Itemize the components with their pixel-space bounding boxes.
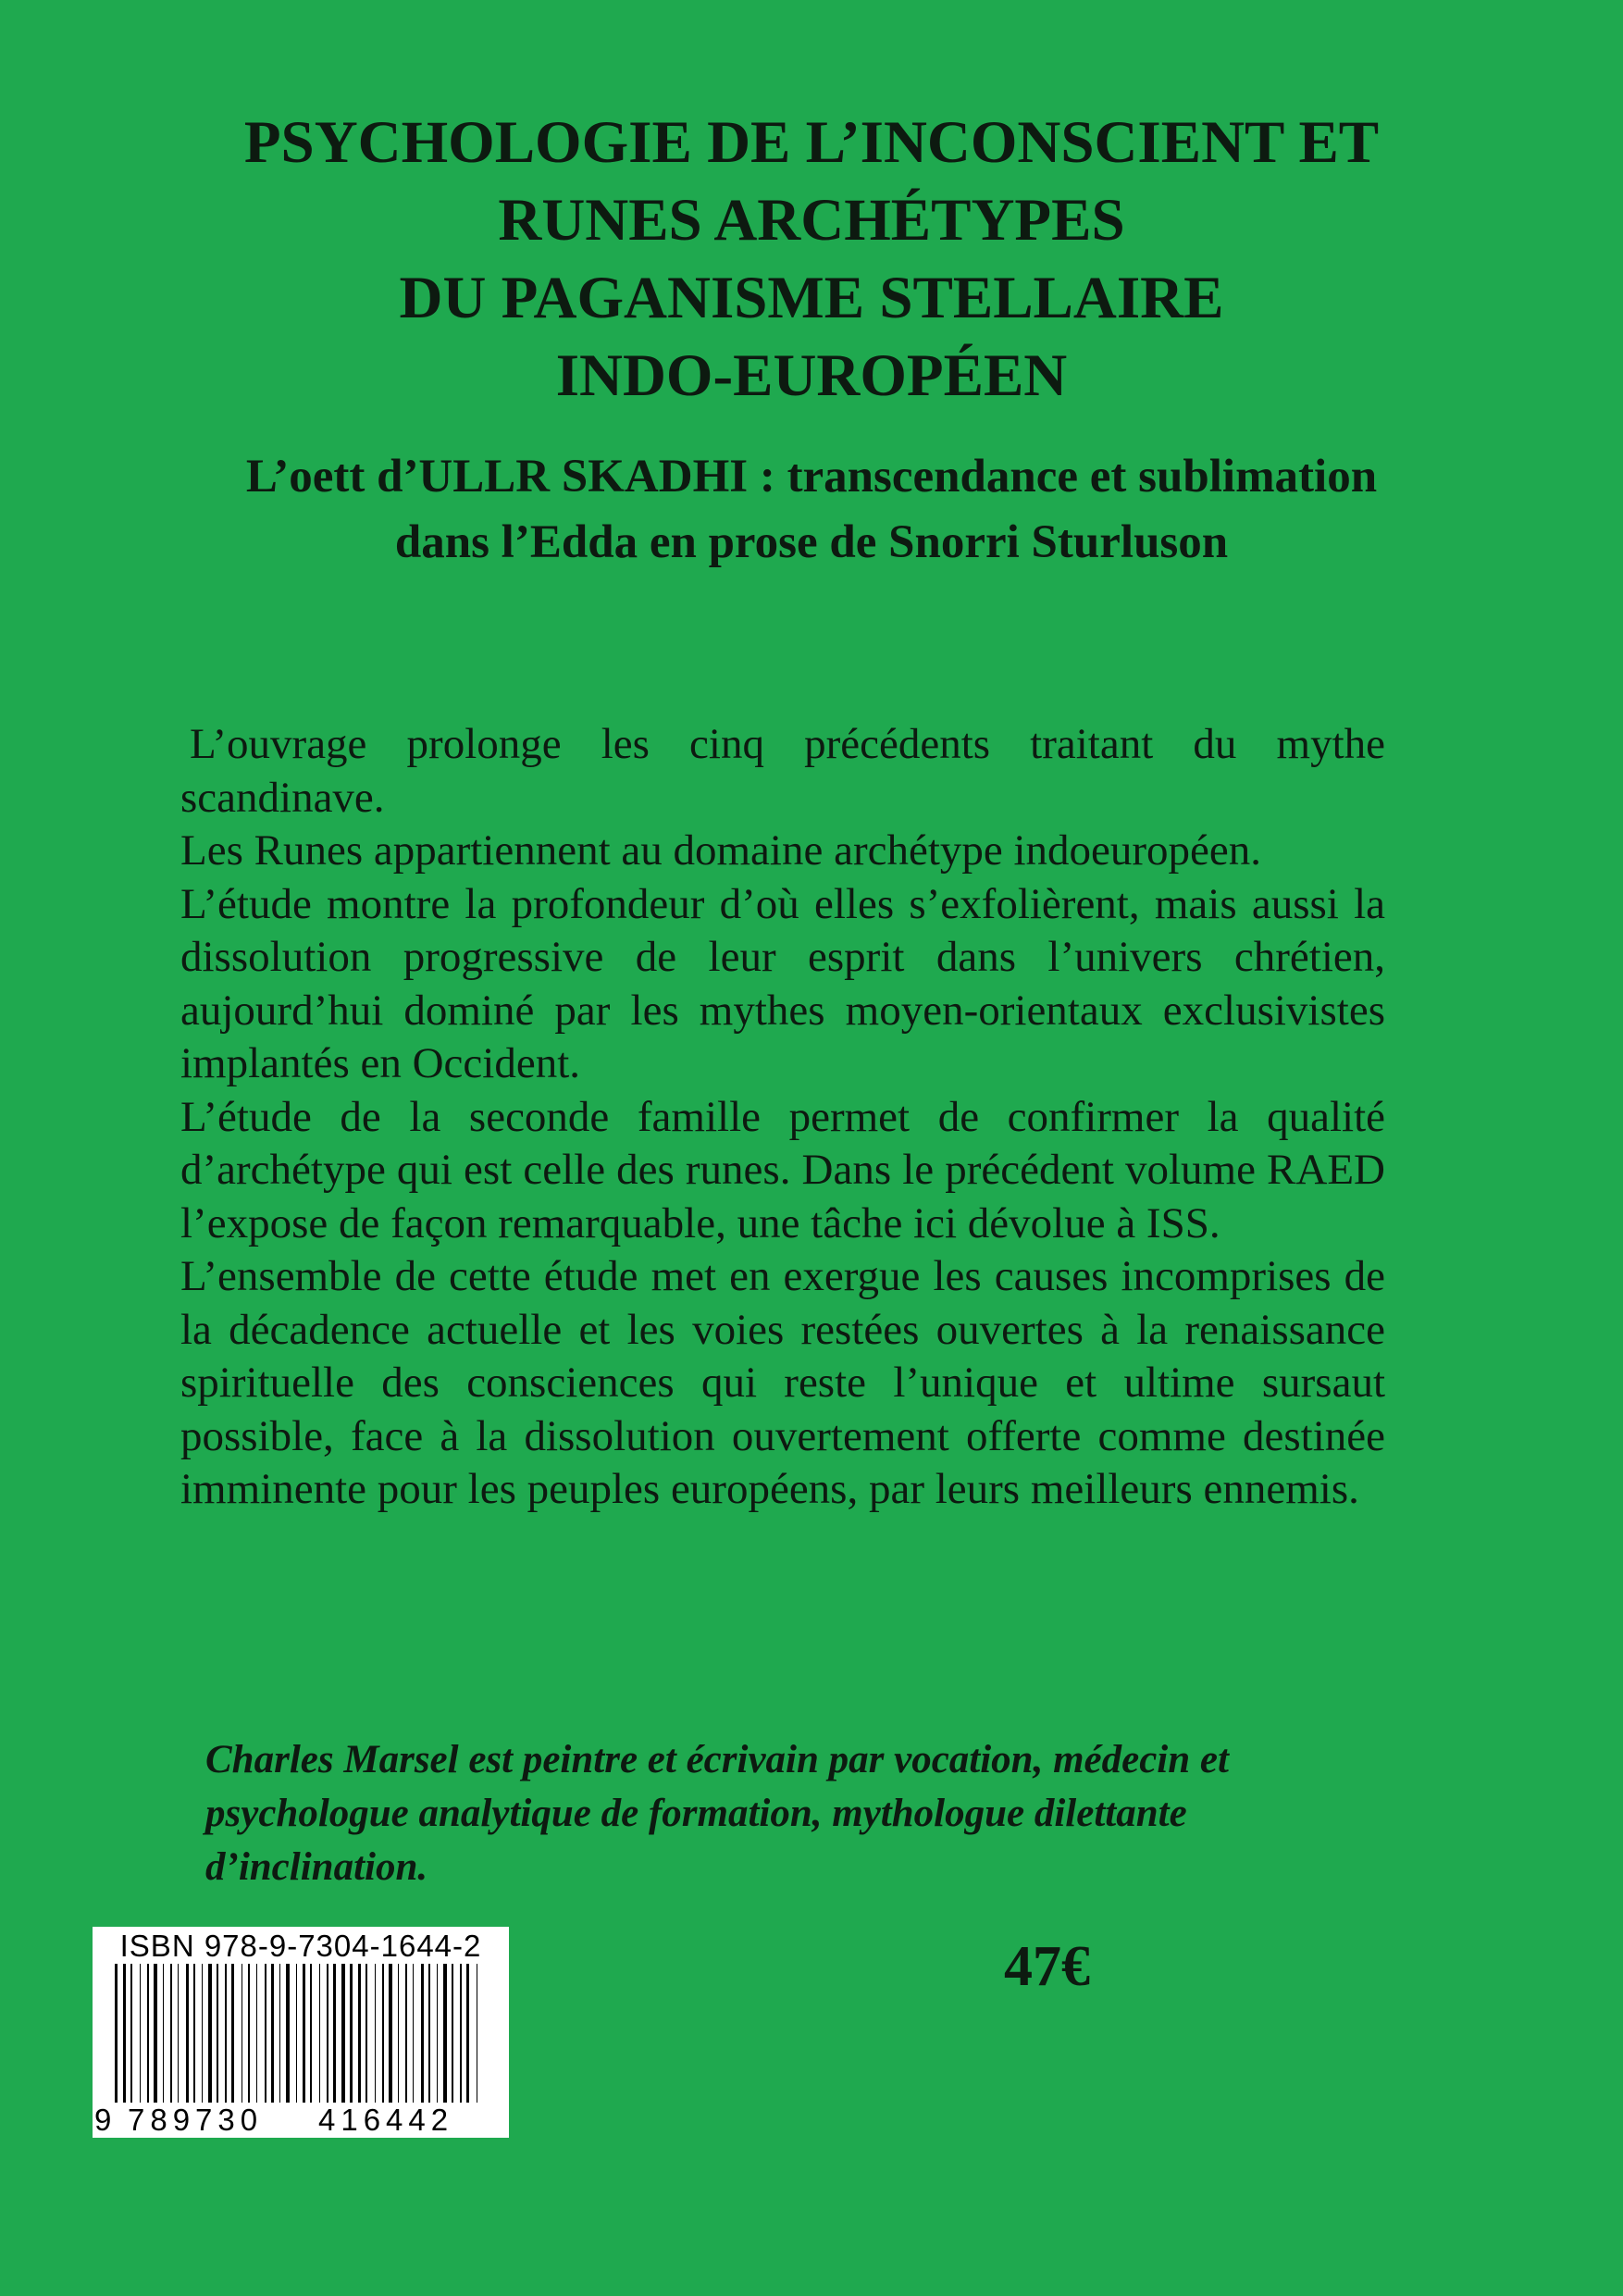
title-line: RUNES ARCHÉTYPES (498, 187, 1125, 254)
blurb (180, 718, 1385, 1517)
barcode-bar (130, 1964, 132, 2103)
barcode-bar (296, 1964, 297, 2103)
barcode-bar (413, 1964, 414, 2103)
barcode-bar (193, 1964, 195, 2103)
barcode-bar (225, 1964, 227, 2103)
barcode-bar (115, 1964, 118, 2103)
author-bio (205, 1733, 1436, 1894)
barcode-lead-digit: 9 (94, 2103, 112, 2137)
isbn-label: ISBN 978-9-7304-1644-2 (119, 1929, 482, 1963)
barcode-bar (382, 1964, 384, 2103)
barcode-bar (303, 1964, 305, 2103)
blurb-paragraph: L’ouvrage prolonge les cinq précédents traitant du mythe scandinave. (180, 720, 1385, 822)
barcode-bar (358, 1964, 361, 2103)
barcode-bar (256, 1964, 257, 2103)
barcode-bar (140, 1964, 141, 2103)
barcode-bar (389, 1964, 392, 2103)
title-line: INDO-EUROPÉEN (555, 342, 1068, 409)
blurb-paragraph: L’ensemble de cette étude met en exergue les causes incomprises de la décadence actuelle et les voies restées ouvertes à la renaissance spirituelle des consciences qui reste l’unique et ultime sursaut possible, face à la dissolution ouvertement offerte comme destinée imminente pour les peuples européens, par leurs meilleurs ennemis. (180, 1252, 1385, 1513)
book-title (93, 104, 1530, 415)
barcode-bar (333, 1964, 336, 2103)
barcode-bar (341, 1964, 345, 2103)
barcode-bar (163, 1964, 164, 2103)
barcode-bar (398, 1964, 399, 2103)
barcode-bar (405, 1964, 407, 2103)
barcode-bar (350, 1964, 353, 2103)
barcode-bar (178, 1964, 179, 2103)
blurb-paragraph: L’étude de la seconde famille permet de confirmer la qualité d’archétype qui est celle des runes. Dans le précédent volume RAED l’expose de façon remarquable, une tâche ici dévolue à ISS. (180, 1092, 1385, 1247)
barcode-bar (365, 1964, 367, 2103)
barcode-bar (231, 1964, 234, 2103)
barcode-bar (428, 1964, 430, 2103)
barcode-bar (310, 1964, 312, 2103)
barcode-bar (217, 1964, 218, 2103)
barcode-bar (452, 1964, 453, 2103)
barcode-bar (271, 1964, 274, 2103)
book-subtitle (93, 444, 1530, 576)
price: 47€ (1004, 1935, 1090, 1998)
barcode-bar (421, 1964, 424, 2103)
barcode-bar (375, 1964, 376, 2103)
author-bio-line: Charles Marsel est peintre et écrivain par vocation, médecin et (205, 1738, 1229, 1781)
barcode-icon (111, 1964, 490, 2103)
barcode-bar (319, 1964, 320, 2103)
barcode-bar (154, 1964, 157, 2103)
barcode-right-digits: 416442 (318, 2103, 454, 2137)
barcode-bar (443, 1964, 447, 2103)
blurb-paragraph: Les Runes appartiennent au domaine archétype indoeuropéen. (180, 826, 1262, 875)
barcode-bar (286, 1964, 290, 2103)
barcode-bar (248, 1964, 250, 2103)
barcode-bar (327, 1964, 328, 2103)
isbn-barcode-block (93, 1927, 509, 2138)
barcode-bar (437, 1964, 438, 2103)
blurb-paragraph: L’étude montre la profondeur d’où elles s’exfolièrent, mais aussi la dissolution progressive de leur esprit dans l’univers chrétien, aujourd’hui dominé par les mythes moyen-orientaux exclusivistes implantés en Occident. (180, 879, 1385, 1087)
subtitle-line: dans l’Edda en prose de Snorri Sturluson (394, 516, 1229, 568)
barcode-bar (279, 1964, 280, 2103)
barcode-bar (208, 1964, 212, 2103)
barcode-bar (123, 1964, 126, 2103)
barcode-left-digits: 789730 (128, 2103, 264, 2137)
barcode-bar (265, 1964, 266, 2103)
barcode-bar (186, 1964, 189, 2103)
author-bio-line: psychologue analytique de formation, mythologue dilettante (205, 1792, 1187, 1835)
barcode-bar (170, 1964, 172, 2103)
title-line: DU PAGANISME STELLAIRE (399, 265, 1224, 331)
subtitle-line: L’oett d’ULLR SKADHI : transcendance et sublimation (245, 451, 1378, 503)
barcode-bar (147, 1964, 149, 2103)
barcode-bar (202, 1964, 203, 2103)
title-line: PSYCHOLOGIE DE L’INCONSCIENT ET (243, 109, 1380, 176)
barcode-bar (466, 1964, 469, 2103)
barcode-bar (460, 1964, 462, 2103)
author-bio-line: d’inclination. (205, 1845, 428, 1889)
